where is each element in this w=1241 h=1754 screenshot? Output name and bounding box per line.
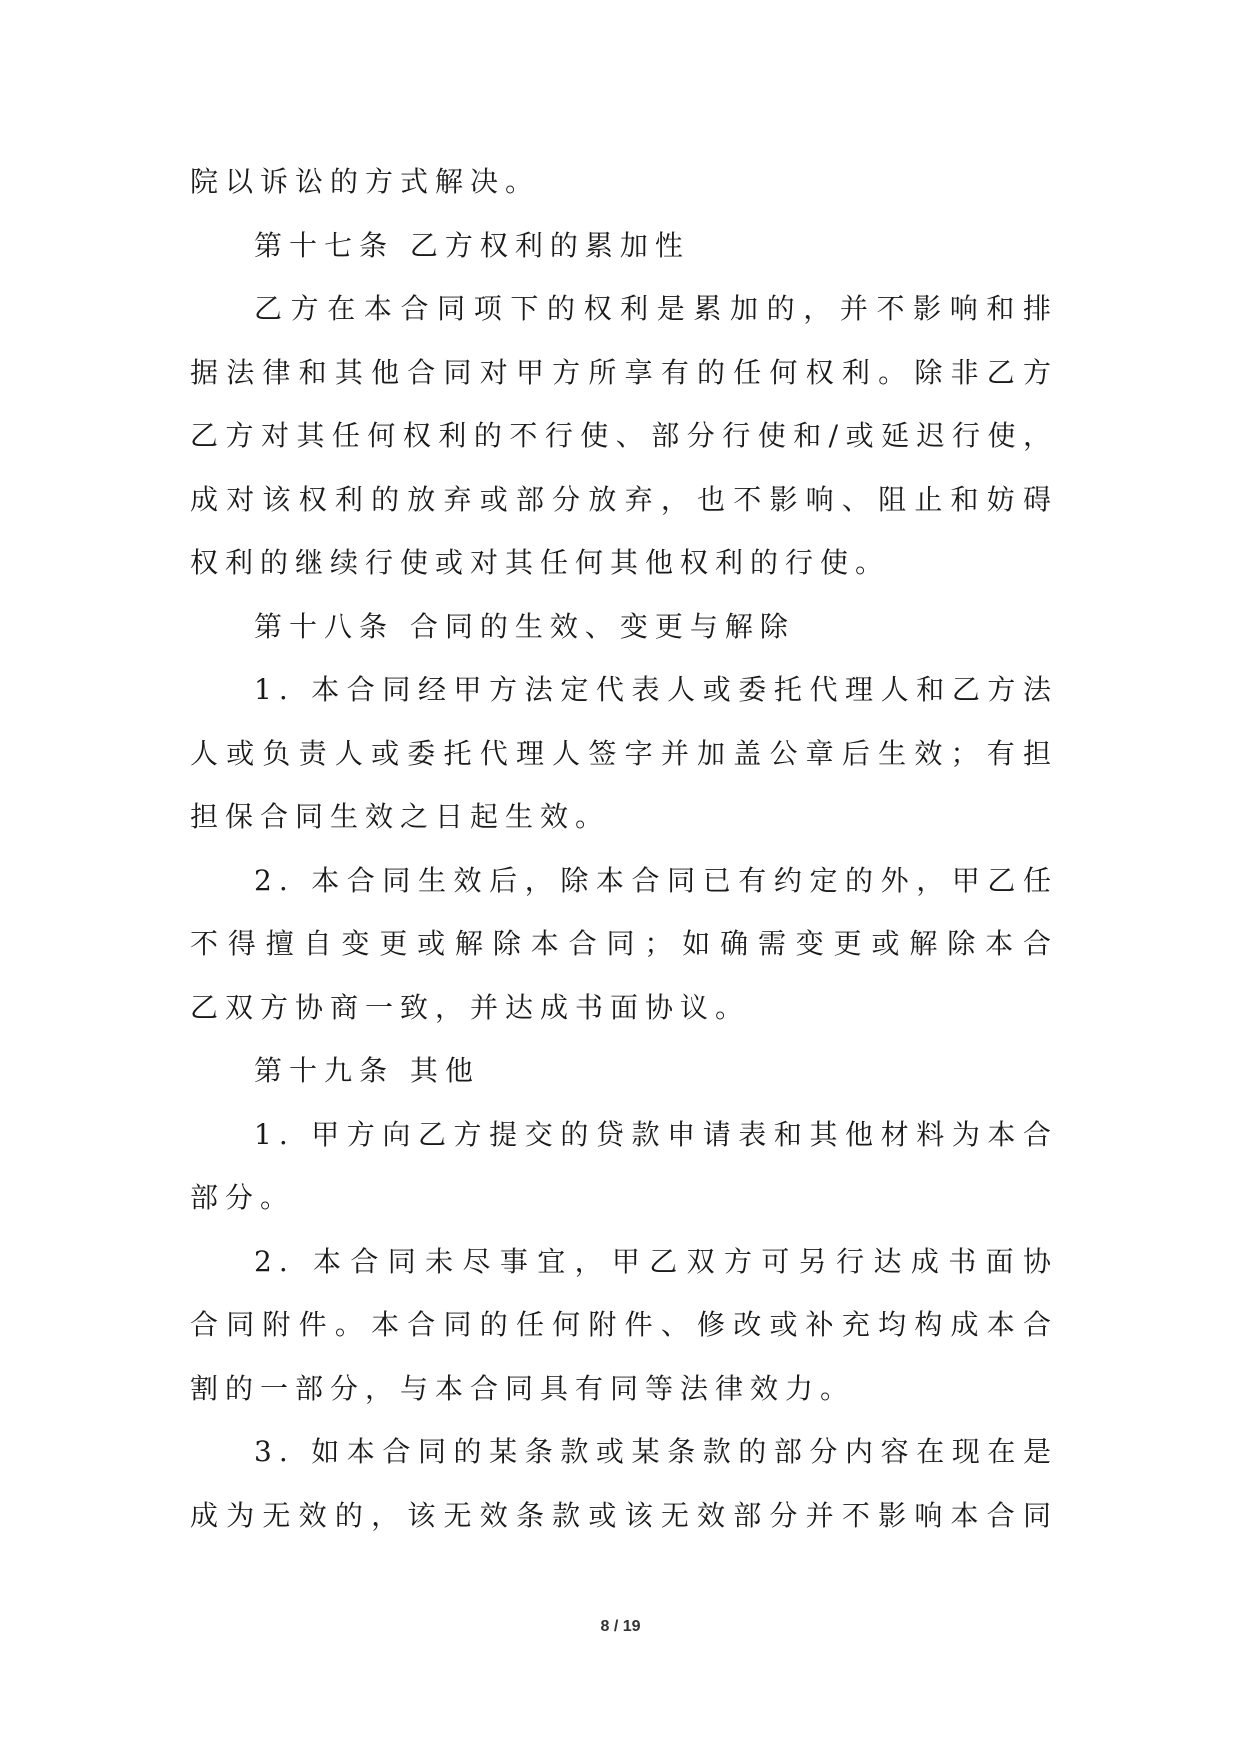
article-heading: 第十九条 其他	[254, 1054, 480, 1087]
text-line: 部分。	[190, 1181, 296, 1214]
page-number: 8 / 19	[600, 1618, 641, 1635]
text-line: 乙方对其任何权利的不行使、部分行使和/或延迟行使，	[190, 419, 1058, 452]
text-line: 乙双方协商一致，并达成书面协议。	[190, 990, 751, 1024]
text-line: 2. 本合同未尽事宜，甲乙双方可另行达成书面协	[254, 1244, 1058, 1278]
text-line: 权利的继续行使或对其任何其他权利的行使。	[190, 546, 891, 579]
text-line: 1. 本合同经甲方法定代表人或委托代理人和乙方法	[254, 673, 1058, 706]
text-line: 合同附件。本合同的任何附件、修改或补充均构成本合	[190, 1308, 1058, 1341]
text-line: 成为无效的，该无效条款或该无效部分并不影响本合同	[190, 1498, 1058, 1532]
text-line: 院以诉讼的方式解决。	[190, 165, 541, 198]
article-heading: 第十七条 乙方权利的累加性	[254, 228, 690, 262]
text-line: 担保合同生效之日起生效。	[190, 800, 611, 833]
text-line: 人或负责人或委托代理人签字并加盖公章后生效；有担	[190, 736, 1058, 770]
text-line: 据法律和其他合同对甲方所享有的任何权利。除非乙方	[190, 355, 1058, 389]
text-line: 3. 如本合同的某条款或某条款的部分内容在现在是	[254, 1435, 1058, 1468]
text-line: 2. 本合同生效后，除本合同已有约定的外，甲乙任	[254, 863, 1058, 897]
text-line: 成对该权利的放弃或部分放弃，也不影响、阻止和妨碍	[190, 482, 1058, 516]
text-line: 1. 甲方向乙方提交的贷款申请表和其他材料为本合	[254, 1117, 1058, 1151]
text-line: 割的一部分，与本合同具有同等法律效力。	[190, 1371, 856, 1405]
contract-text-body	[190, 150, 1058, 1547]
article-heading: 第十八条 合同的生效、变更与解除	[254, 609, 795, 643]
text-line: 乙方在本合同项下的权利是累加的，并不影响和排	[254, 292, 1058, 325]
text-line: 不得擅自变更或解除本合同；如确需变更或解除本合	[190, 927, 1058, 960]
